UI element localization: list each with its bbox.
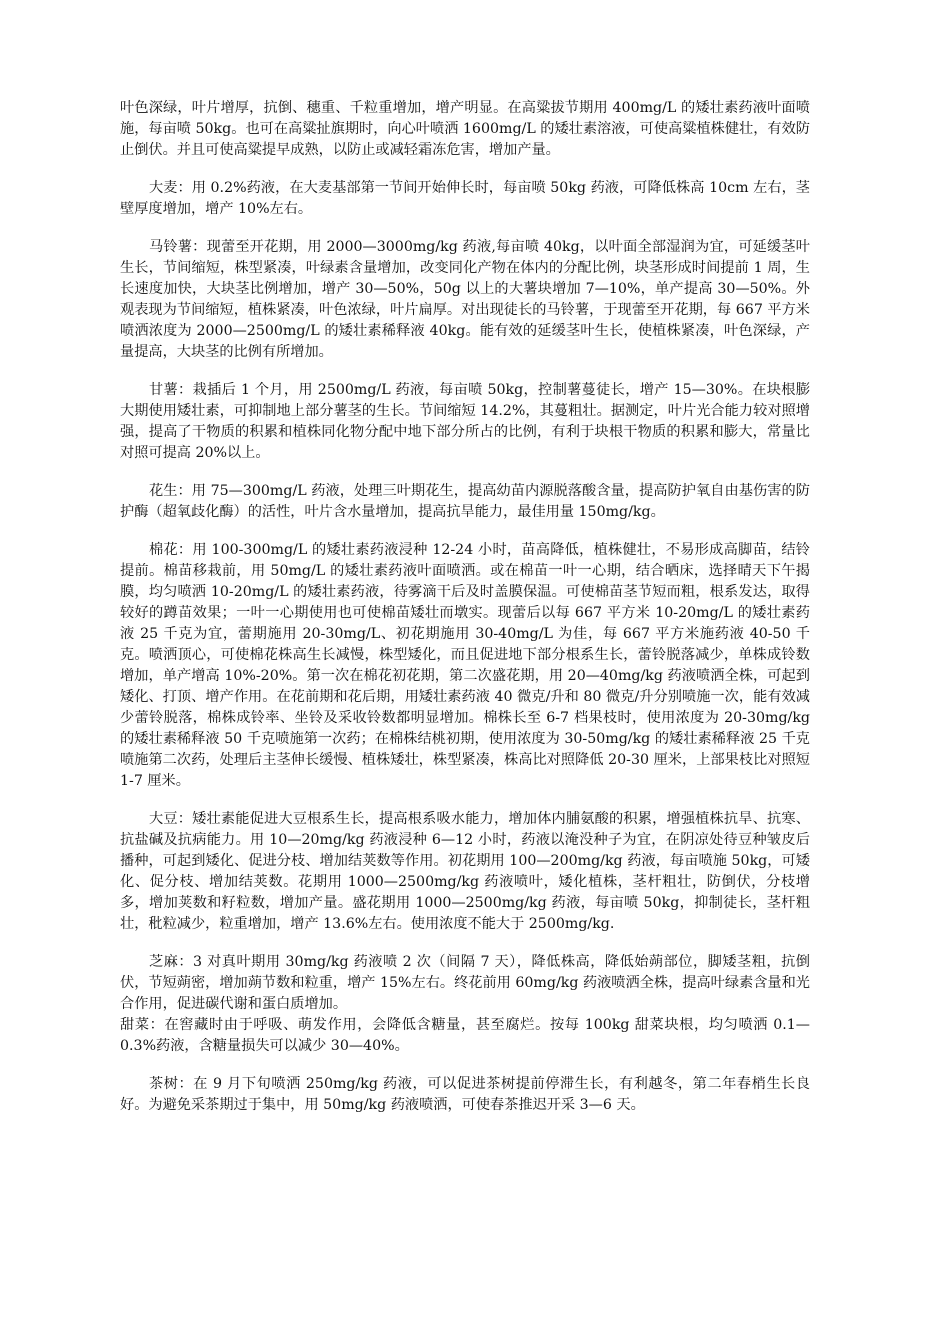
document-page (120, 98, 810, 1133)
paragraph-soybean: 大豆：矮壮素能促进大豆根系生长，提高根系吸水能力，增加体内脯氨酸的积累，增强植株抗旱、抗寒、抗盐碱及抗病能力。用 10—20mg/kg 药液浸种 6—12 小时，药液以淹没种子为宜，在阴凉处待豆种皱皮后播种，可起到矮化、促进分枝、增加结荚数等作用。初花期用 100—200mg/kg 药液，每亩喷施 50kg，可矮化、促分枝、增加结荚数。花期用 1000—2500mg/kg 药液喷叶，矮化植株，茎杆粗壮，防倒伏，分枝增多，增加荚数和籽粒数，增加产量。盛花期用 1000—2500mg/kg 药液，每亩喷 50kg，抑制徒长，茎杆粗壮，秕粒减少，粒重增加，增产 13.6%左右。使用浓度不能大于 2500mg/kg. (120, 811, 810, 932)
paragraph-tea: 茶树：在 9 月下旬喷洒 250mg/kg 药液，可以促进茶树提前停滞生长，有利越冬，第二年春梢生长良好。为避免采茶期过于集中，用 50mg/kg 药液喷洒，可使春茶推迟开采 3—6 天。 (120, 1076, 810, 1113)
paragraph-peanut: 花生：用 75—300mg/L 药液，处理三叶期花生，提高幼苗内源脱落酸含量，提高防护氧自由基伤害的防护酶（超氧歧化酶）的活性，叶片含水量增加，提高抗旱能力，最佳用量 150mg/kg。 (120, 483, 810, 520)
paragraph-sweet-potato: 甘薯：栽插后 1 个月，用 2500mg/L 药液，每亩喷 50kg，控制薯蔓徒长，增产 15—30%。在块根膨大期使用矮壮素，可抑制地上部分薯茎的生长。节间缩短 14.2%，其蔓粗壮。据测定，叶片光合能力较对照增强，提高了干物质的积累和植株同化物分配中地下部分所占的比例，有利于块根干物质的积累和膨大，常量比对照可提高 20%以上。 (120, 382, 810, 461)
paragraph-potato: 马铃薯：现蕾至开花期，用 2000—3000mg/kg 药液,每亩喷 40kg，以叶面全部湿润为宜，可延缓茎叶生长，节间缩短，株型紧凑，叶绿素含量增加，改变同化产物在体内的分配比例，块茎形成时间提前 1 周，生长速度加快，大块茎比例增加，增产 30—50%，50g 以上的大薯块增加 7—10%，单产提高 30—50%。外观表现为节间缩短，植株紧凑，叶色浓绿，叶片扁厚。对出现徒长的马铃薯，于现蕾至开花期，每 667 平方米喷洒浓度为 2000—2500mg/L 的矮壮素稀释液 40kg。能有效的延缓茎叶生长，使植株紧凑，叶色深绿，产量提高，大块茎的比例有所增加。 (120, 239, 810, 360)
paragraph-sorghum-continued: 叶色深绿，叶片增厚，抗倒、穗重、千粒重增加，增产明显。在高粱拔节期用 400mg/L 的矮壮素药液叶面喷施，每亩喷 50kg。也可在高粱扯旗期时，向心叶喷洒 1600mg/L 的矮壮素溶液，可使高粱植株健壮，有效防止倒伏。并且可使高粱提早成熟，以防止或减轻霜冻危害，增加产量。 (120, 100, 810, 158)
paragraph-cotton: 棉花：用 100-300mg/L 的矮壮素药液浸种 12-24 小时，苗高降低，植株健壮，不易形成高脚苗，结铃提前。棉苗移栽前，用 50mg/L 的矮壮素药液叶面喷洒。或在棉苗一叶一心期，结合晒床，选择晴天下午揭膜，均匀喷洒 10-20mg/L 的矮壮素药液，待雾滴干后及时盖膜保温。可使棉苗茎节短而粗，根系发达，取得较好的蹲苗效果；一叶一心期使用也可使棉苗矮壮而墩实。现蕾后以每 667 平方米 10-20mg/L 的矮壮素药液 25 千克为宜，蕾期施用 20-30mg/L、初花期施用 30-40mg/L 为佳，每 667 平方米施药液 40-50 千克。喷洒顶心，可使棉花株高生长减慢，株型矮化，而且促进地下部分根系生长，蕾铃脱落减少，单株成铃数增加，单产增高 10%-20%。第一次在棉花初花期，第二次盛花期，用 20—40mg/kg 药液喷洒全株，可起到矮化、打顶、增产作用。在花前期和花后期，用矮壮素药液 40 微克/升和 80 微克/升分别喷施一次，能有效减少蕾铃脱落，棉株成铃率、坐铃及采收铃数都明显增加。棉株长至 6-7 档果枝时，使用浓度为 20-30mg/kg 的矮壮素稀释液 50 千克喷施第一次药；在棉株结桃初期，使用浓度为 30-50mg/kg 的矮壮素稀释液 25 千克喷施第二次药，处理后主茎伸长缓慢、植株矮壮，株型紧凑，株高比对照降低 20-30 厘米，上部果枝比对照短 1-7 厘米。 (120, 542, 810, 789)
paragraph-sesame: 芝麻：3 对真叶期用 30mg/kg 药液喷 2 次（间隔 7 天），降低株高，降低始蒴部位，脚矮茎粗，抗倒伏，节短蒴密，增加蒴节数和粒重，增产 15%左右。终花前用 60mg/kg 药液喷洒全株，提高叶绿素含量和光合作用，促进碳代谢和蛋白质增加。 (120, 954, 810, 1012)
paragraph-barley: 大麦：用 0.2%药液，在大麦基部第一节间开始伸长时，每亩喷 50kg 药液，可降低株高 10cm 左右，茎壁厚度增加，增产 10%左右。 (120, 180, 810, 217)
paragraph-sugar-beet: 甜菜：在窖藏时由于呼吸、萌发作用，会降低含糖量，甚至腐烂。按每 100kg 甜菜块根，均匀喷洒 0.1—0.3%药液，含糖量损失可以减少 30—40%。 (120, 1017, 810, 1054)
